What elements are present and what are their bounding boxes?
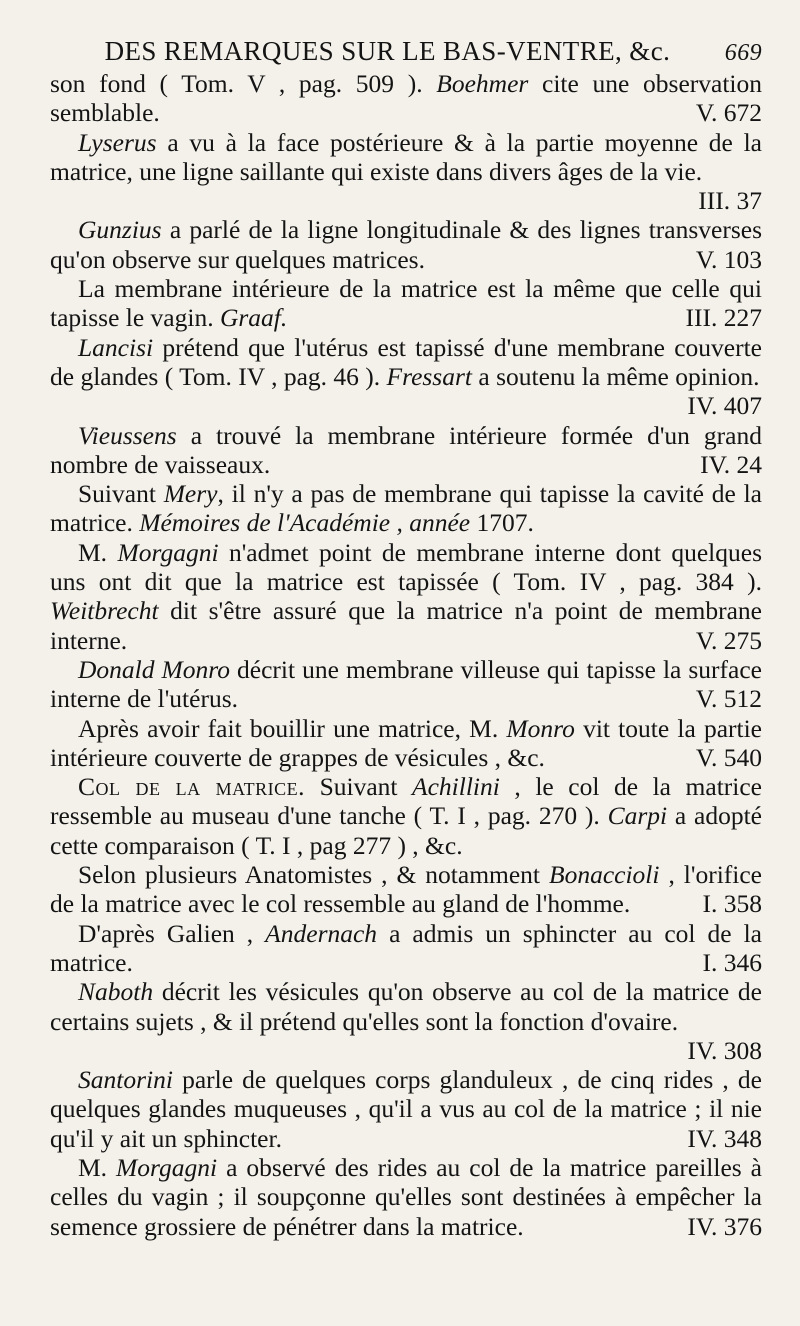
entry-text: Après avoir fait bouillir une matrice, M.	[78, 713, 507, 743]
entry-paragraph	[50, 274, 762, 333]
entry-text: son fond ( Tom. V , pag. 509 ).	[50, 69, 437, 98]
entry-text: prétend que l'utérus est tapissé d'une membrane couverte de glandes ( Tom. IV , pag. 46 ).	[50, 332, 762, 391]
author-name: Mémoires de l'Académie , année	[139, 508, 471, 538]
entry-paragraph	[50, 479, 762, 538]
volume-reference: V. 275	[695, 625, 762, 655]
author-name: Boehmer	[436, 69, 529, 98]
volume-reference: IV. 308	[687, 1035, 762, 1065]
entry-text: a admis un sphincter au col de la matrice.	[50, 918, 762, 977]
entry-text: cite une observation semblable.	[50, 69, 762, 128]
entry-text: dit s'être assuré que la matrice n'a point de membrane interne.	[50, 596, 762, 655]
entry-paragraph	[50, 69, 762, 128]
entry-paragraph	[50, 421, 762, 480]
entry-paragraph	[50, 1153, 762, 1241]
entry-paragraph	[50, 860, 762, 919]
entry-text: Selon plusieurs Anatomistes , & notamment	[78, 860, 549, 890]
entry-paragraph	[50, 655, 762, 714]
volume-reference: I. 346	[702, 947, 762, 977]
volume-reference: I. 358	[702, 889, 762, 919]
author-name: Morgagni	[117, 537, 219, 567]
author-name: Carpi	[607, 801, 668, 831]
author-name: Naboth	[78, 977, 154, 1007]
author-name: Santorini	[78, 1065, 173, 1095]
entry-text: Suivant	[78, 479, 164, 509]
entry-text: , l'orifice de la matrice avec le col ressemble au gland de l'homme.	[50, 860, 762, 919]
entry-text: La membrane intérieure de la matrice est la même que celle qui tapisse le vagin.	[50, 274, 762, 333]
entry-text: parle de quelques corps glanduleux , de cinq rides , de quelques glandes muqueuses , qu'il a vus au col de la matrice ; il nie qu'il y ait un sphincter.	[50, 1065, 762, 1153]
entry-paragraph	[50, 538, 762, 655]
entry-paragraph	[50, 215, 762, 274]
running-header	[50, 36, 762, 67]
volume-reference: IV. 407	[687, 391, 762, 421]
entry-text: D'après Galien ,	[78, 918, 266, 948]
entry-text: M.	[78, 1152, 117, 1182]
author-name: Donald Monro	[78, 654, 230, 684]
entry-text: a soutenu la même opinion.	[472, 361, 760, 391]
author-name: Bonaccioli	[549, 860, 660, 890]
text-body	[50, 69, 762, 1241]
author-name: Graaf.	[219, 303, 288, 333]
volume-reference: III. 227	[685, 303, 762, 333]
entry-paragraph	[50, 919, 762, 978]
entry-paragraph	[50, 772, 762, 860]
section-heading: Col de la matrice.	[78, 772, 306, 802]
entry-text: , il n'y a pas de membrane qui tapisse la cavité de la matrice.	[50, 479, 762, 538]
author-name: Lyserus	[78, 127, 157, 157]
volume-reference: IV. 24	[700, 449, 762, 479]
entry-text: n'admet point de membrane interne dont quelques uns ont dit que la matrice est tapissée ( Tom. IV , pag. 384 ).	[50, 537, 762, 597]
entry-text: a parlé de la ligne longitudinale & des lignes transverses qu'on observe sur quelques matrices.	[50, 215, 762, 274]
volume-reference: IV. 376	[687, 1211, 762, 1241]
entry-text: vit toute la partie intérieure couverte de grappes de vésicules , &c.	[50, 713, 762, 772]
entry-text: décrit les vésicules qu'on observe au col de la matrice de certains sujets , & il prétend qu'elles sont la fonction d'ovaire.	[50, 977, 762, 1036]
entry-text: 1707.	[470, 508, 534, 538]
entry-text: Suivant	[305, 772, 413, 802]
entry-text: a observé des rides au col de la matrice pareilles à celles du vagin ; il soupçonne qu'elles sont destinées à empêcher la semence grossiere de pénétrer dans la matrice.	[50, 1152, 762, 1241]
author-name: Vieussens	[78, 420, 177, 450]
entry-text: a trouvé la membrane intérieure formée d'un grand nombre de vaisseaux.	[50, 420, 762, 479]
author-name: Achillini	[412, 772, 500, 802]
entry-text: a vu à la face postérieure & à la partie moyenne de la matrice, une ligne saillante qui existe dans divers âges de la vie.	[50, 127, 762, 186]
page-number: 669	[724, 40, 762, 66]
entry-paragraph	[50, 333, 762, 421]
entry-text: M.	[78, 537, 118, 567]
volume-reference: IV. 348	[687, 1123, 762, 1153]
entry-text: décrit une membrane villeuse qui tapisse la surface interne de l'utérus.	[50, 654, 762, 714]
author-name: Monro	[506, 713, 575, 743]
entry-paragraph	[50, 128, 762, 216]
volume-reference: III. 37	[698, 186, 762, 216]
author-name: Morgagni	[116, 1152, 218, 1182]
entry-paragraph	[50, 1065, 762, 1153]
entry-text: , le col de la matrice ressemble au museau d'une tanche ( T. I , pag. 270 ).	[50, 772, 762, 831]
volume-reference: V. 540	[695, 742, 762, 772]
entry-paragraph	[50, 714, 762, 773]
entry-text: a adopté cette comparaison ( T. I , pag 277 ) , &c.	[50, 801, 762, 860]
author-name: Andernach	[265, 918, 378, 948]
volume-reference: V. 672	[695, 98, 762, 128]
author-name: Weitbrecht	[50, 596, 159, 626]
author-name: Fressart	[386, 361, 472, 391]
entry-paragraph	[50, 977, 762, 1065]
author-name: Gunzius	[78, 215, 162, 245]
author-name: Lancisi	[78, 332, 154, 362]
volume-reference: V. 512	[695, 684, 762, 714]
running-title: DES REMARQUES SUR LE BAS-VENTRE, &c.	[104, 36, 671, 66]
volume-reference: V. 103	[695, 244, 762, 274]
author-name: Mery	[163, 479, 218, 509]
